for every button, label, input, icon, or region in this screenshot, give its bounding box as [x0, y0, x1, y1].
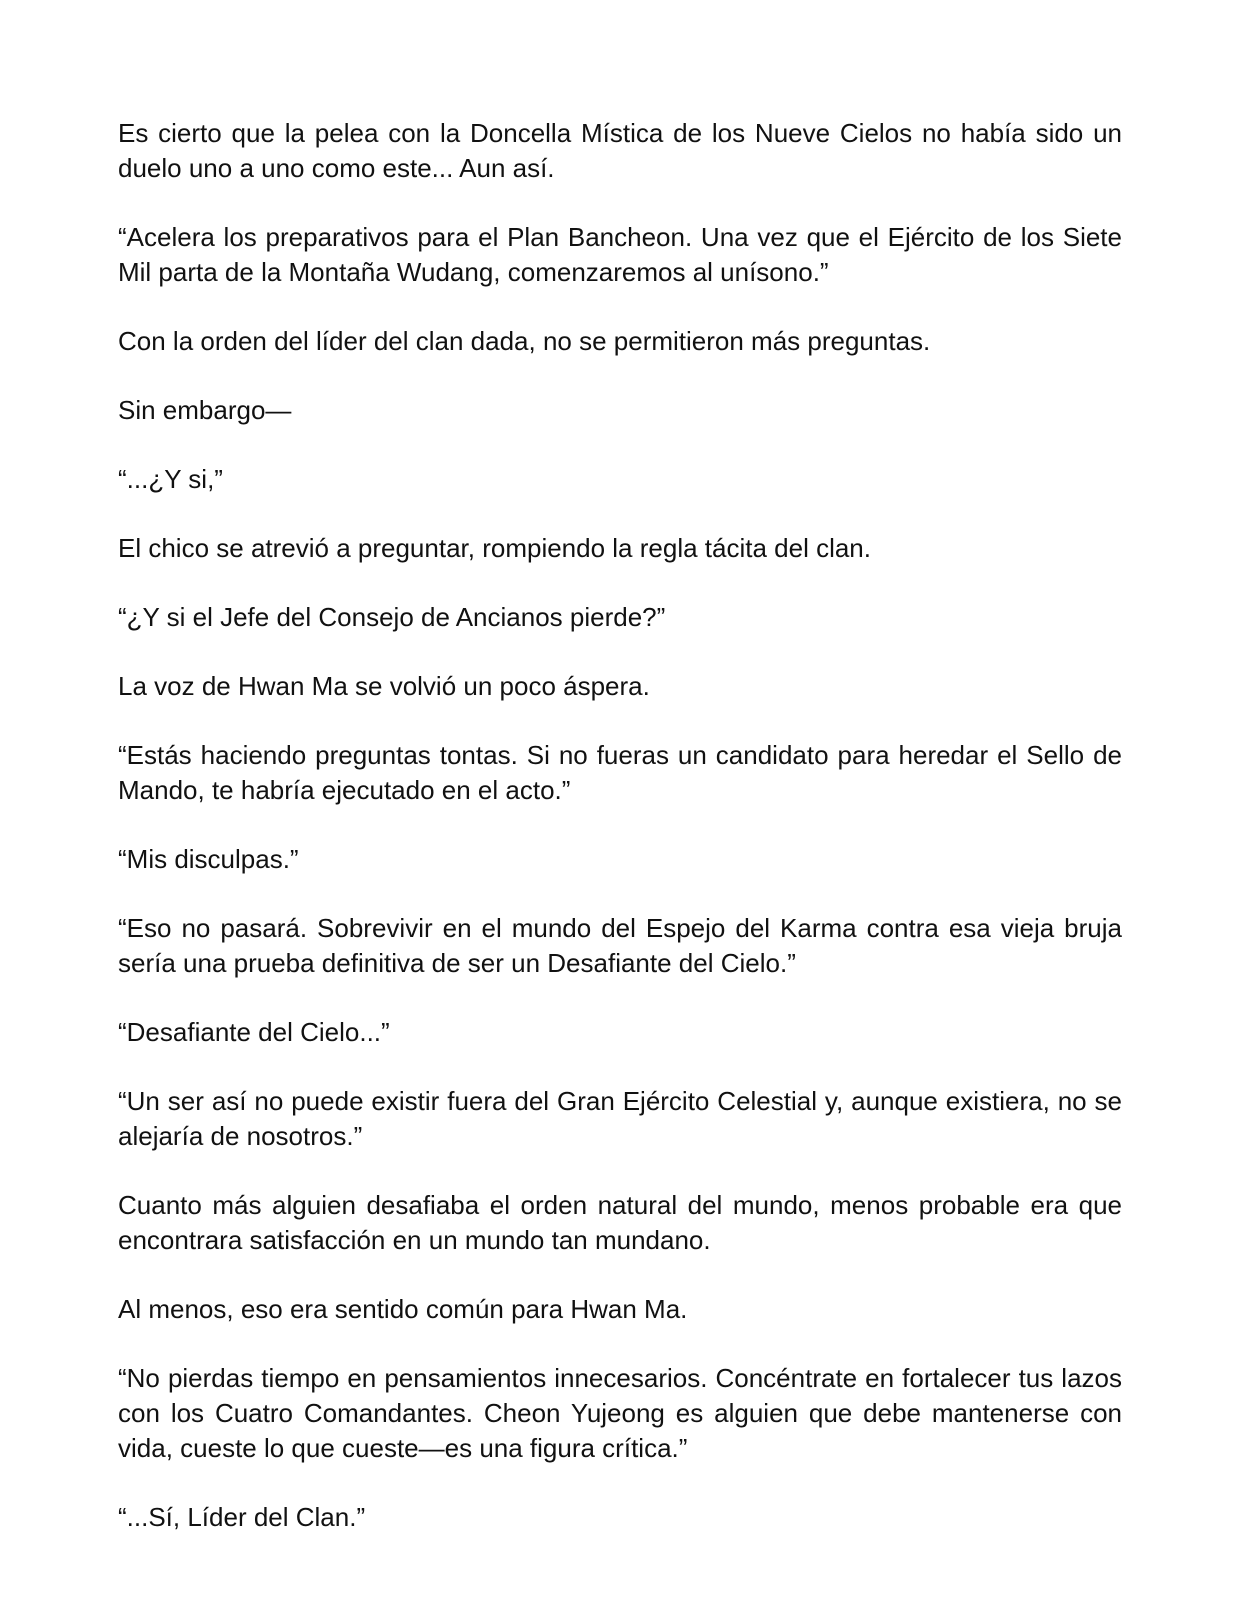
- paragraph: “Eso no pasará. Sobrevivir en el mundo del Espejo del Karma contra esa vieja bruja sería una prueba definitiva de ser un Desafiante del Cielo.”: [118, 913, 1122, 978]
- paragraph: “Estás haciendo preguntas tontas. Si no fueras un candidato para heredar el Sello de Mando, te habría ejecutado en el acto.”: [118, 740, 1122, 805]
- paragraph: Cuanto más alguien desafiaba el orden natural del mundo, menos probable era que encontrara satisfacción en un mundo tan mundano.: [118, 1190, 1122, 1255]
- paragraph: Con la orden del líder del clan dada, no se permitieron más preguntas.: [118, 326, 931, 356]
- paragraph: “Un ser así no puede existir fuera del Gran Ejército Celestial y, aunque existiera, no se alejaría de nosotros.”: [118, 1086, 1122, 1151]
- text-body: [118, 116, 1122, 1569]
- paragraph: La voz de Hwan Ma se volvió un poco áspera.: [118, 671, 650, 701]
- paragraph: “...¿Y si,”: [118, 464, 223, 494]
- paragraph: “¿Y si el Jefe del Consejo de Ancianos pierde?”: [118, 602, 666, 632]
- paragraph: Al menos, eso era sentido común para Hwan Ma.: [118, 1294, 688, 1324]
- paragraph: “Desafiante del Cielo...”: [118, 1017, 390, 1047]
- paragraph: “Acelera los preparativos para el Plan Bancheon. Una vez que el Ejército de los Siete Mil parta de la Montaña Wudang, comenzaremos al unísono.”: [118, 222, 1122, 287]
- paragraph: “...Sí, Líder del Clan.”: [118, 1502, 366, 1532]
- paragraph: Sin embargo—: [118, 395, 292, 425]
- paragraph: El chico se atrevió a preguntar, rompiendo la regla tácita del clan.: [118, 533, 871, 563]
- paragraph: “Mis disculpas.”: [118, 844, 299, 874]
- paragraph: Es cierto que la pelea con la Doncella Mística de los Nueve Cielos no había sido un duelo uno a uno como este... Aun así.: [118, 118, 1122, 183]
- paragraph: “No pierdas tiempo en pensamientos innecesarios. Concéntrate en fortalecer tus lazos con los Cuatro Comandantes. Cheon Yujeong es alguien que debe mantenerse con vida, cueste lo que cueste—es una figura crítica.”: [118, 1363, 1122, 1463]
